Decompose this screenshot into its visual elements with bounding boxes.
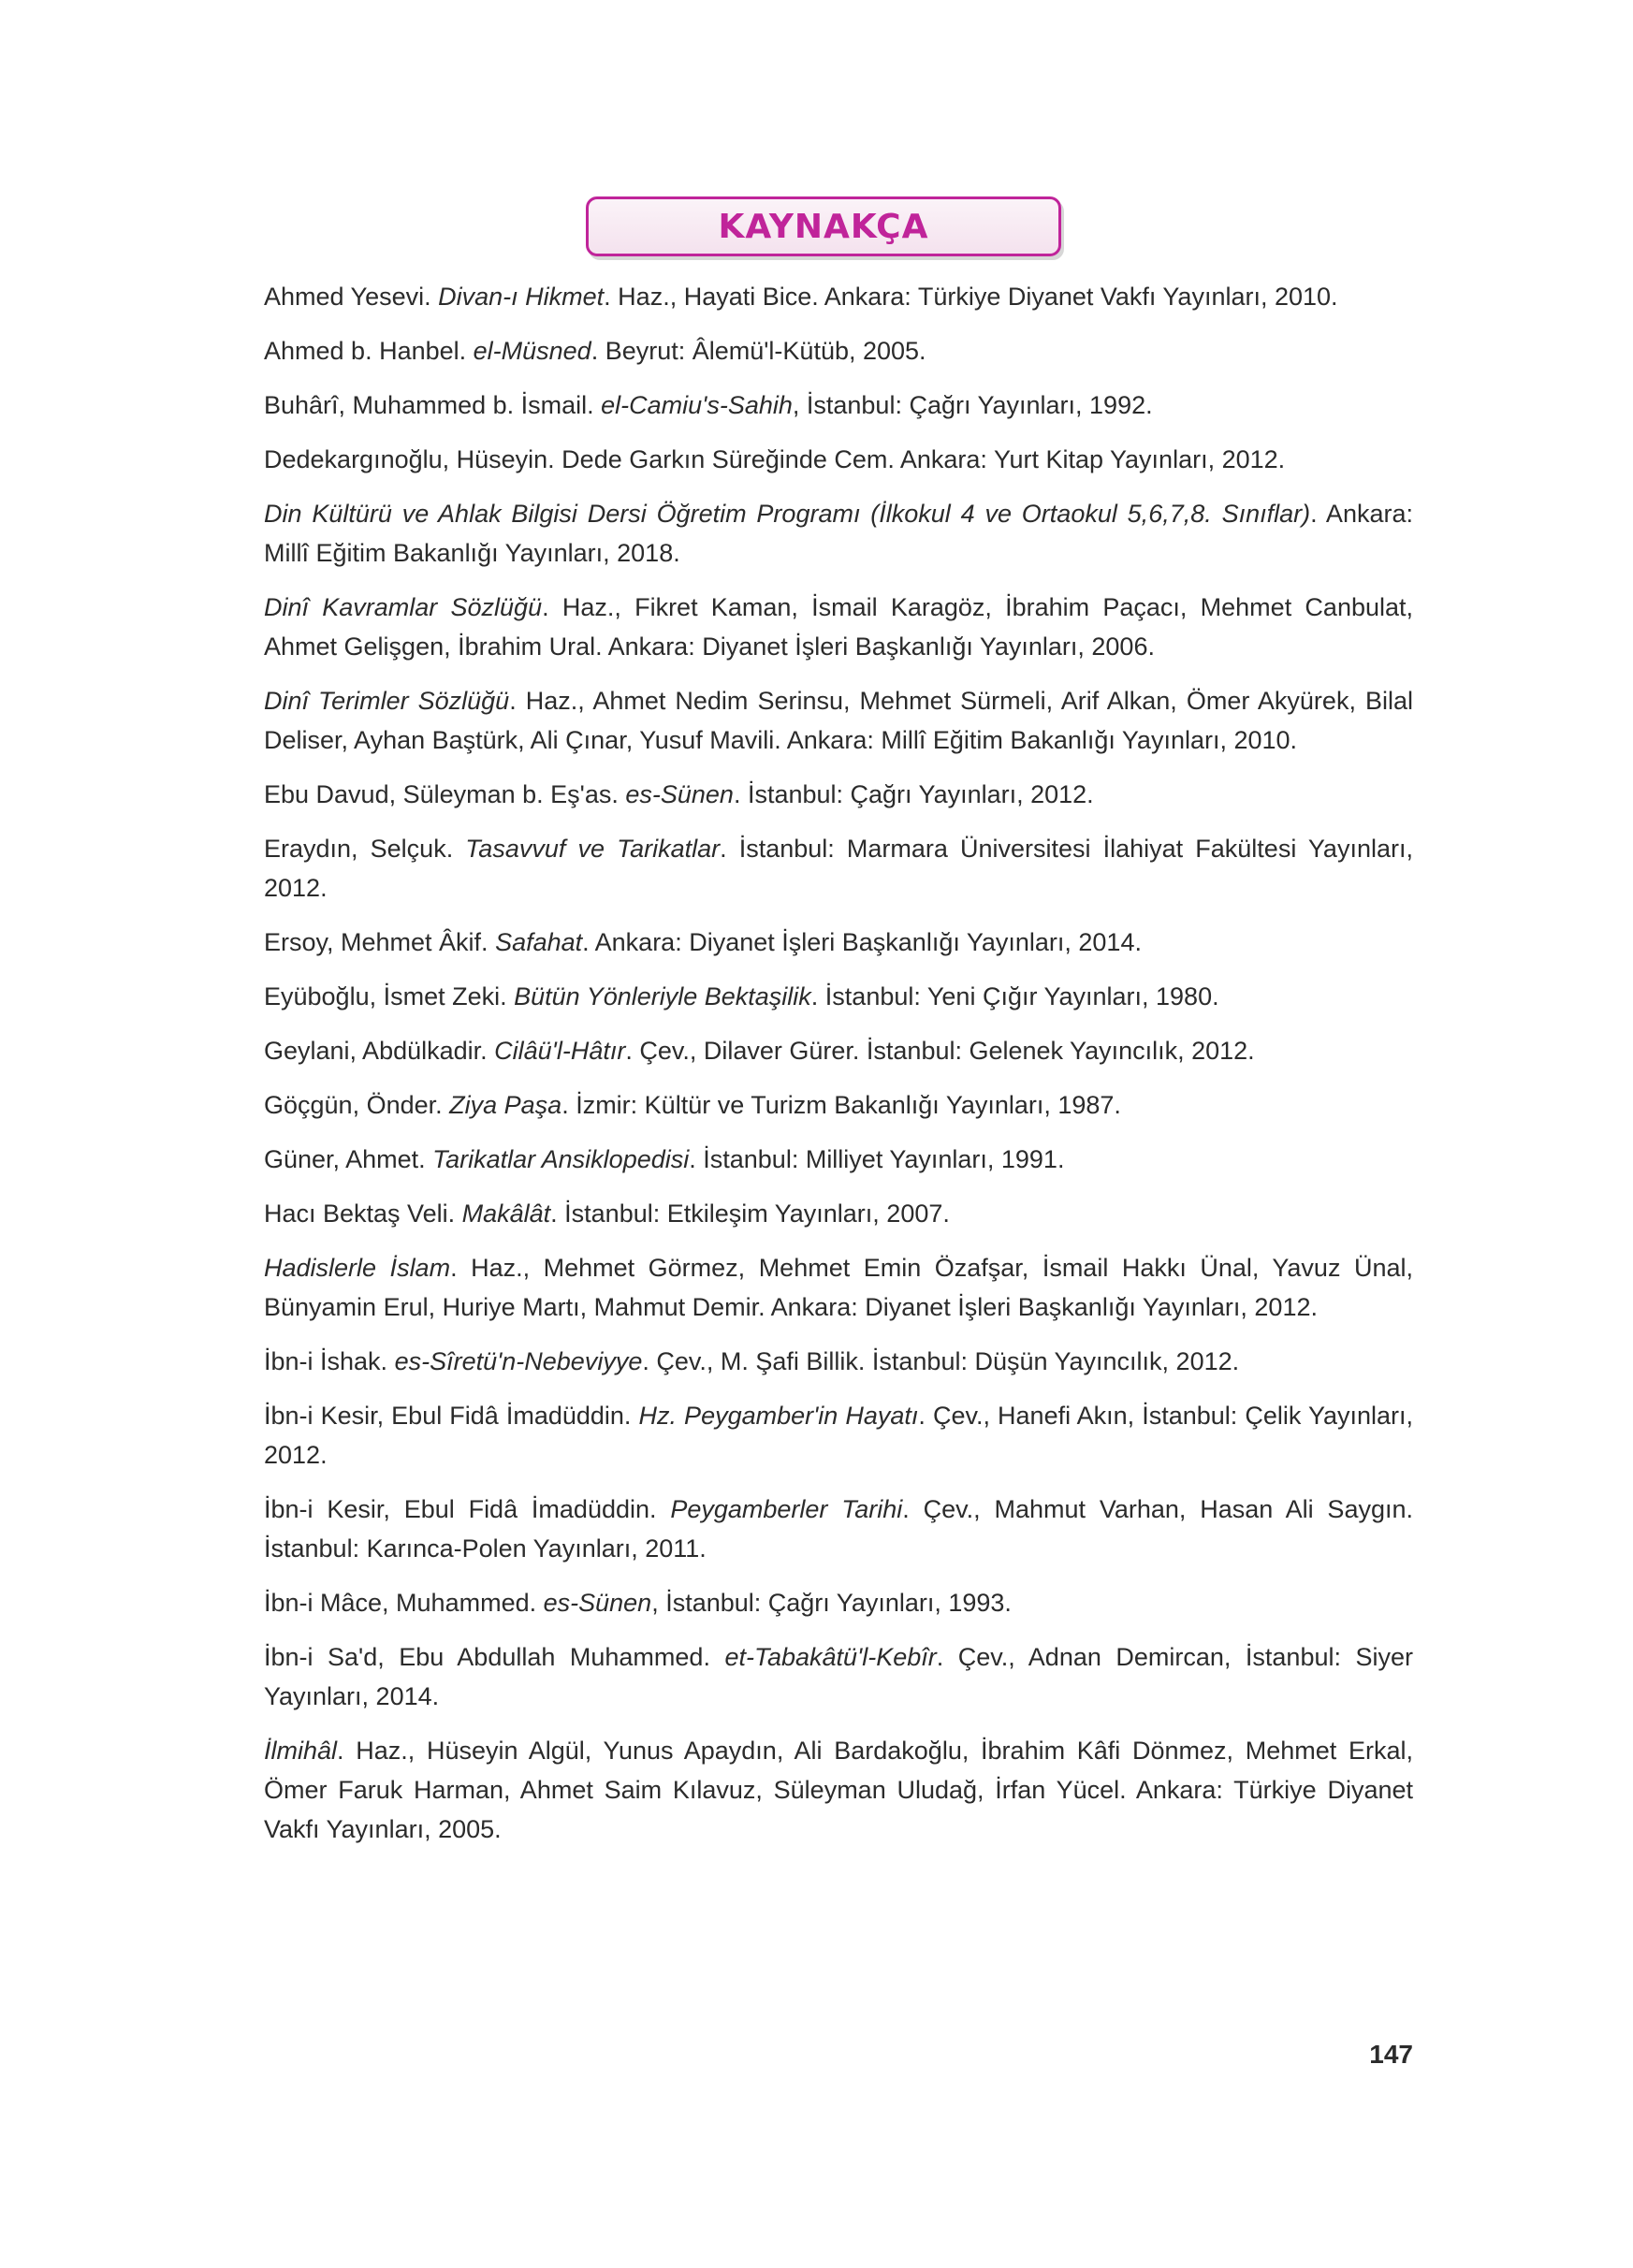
reference-title: Ziya Paşa — [449, 1091, 562, 1119]
reference-pre: Güner, Ahmet. — [264, 1145, 433, 1173]
reference-entry — [264, 923, 1413, 962]
reference-title: Makâlât — [461, 1199, 551, 1228]
reference-title: Din Kültürü ve Ahlak Bilgisi Dersi Öğretim Programı (İlkokul 4 ve Ortaokul 5,6,7,8. Sınıflar) — [264, 500, 1311, 528]
reference-title: Safahat — [495, 928, 583, 956]
reference-post: . İstanbul: Çağrı Yayınları, 2012. — [733, 780, 1094, 808]
reference-post: . Haz., Ahmet Nedim Serinsu, Mehmet Sürmeli, Arif Alkan, Ömer Akyürek, Bilal Deliser, Ayhan Baştürk, Ali Çınar, Yusuf Mavili. Ankara: Millî Eğitim Bakanlığı Yayınları, 2010. — [264, 687, 1414, 754]
reference-post: . İstanbul: Etkileşim Yayınları, 2007. — [550, 1199, 950, 1228]
reference-pre: Ahmed b. Hanbel. — [264, 337, 474, 365]
reference-entry — [264, 1637, 1413, 1716]
reference-entry — [264, 1342, 1413, 1381]
reference-title: Bütün Yönleriyle Bektaşilik — [514, 982, 811, 1010]
reference-post: . Çev., M. Şafi Billik. İstanbul: Düşün Yayıncılık, 2012. — [642, 1347, 1240, 1375]
reference-pre: Göçgün, Önder. — [264, 1091, 450, 1119]
reference-entry — [264, 494, 1413, 573]
reference-title: Hz. Peygamber'in Hayatı — [638, 1402, 919, 1430]
reference-pre: İbn-i Mâce, Muhammed. — [264, 1589, 544, 1617]
reference-post: . Çev., Dilaver Gürer. İstanbul: Gelenek Yayıncılık, 2012. — [625, 1037, 1255, 1065]
reference-entry — [264, 681, 1413, 760]
reference-entry — [264, 977, 1413, 1016]
reference-title: Tarikatlar Ansiklopedisi — [432, 1145, 690, 1173]
reference-entry — [264, 829, 1413, 908]
reference-pre: Ahmed Yesevi. — [264, 283, 439, 311]
reference-pre: Ebu Davud, Süleyman b. Eş'as. — [264, 780, 626, 808]
reference-title: Dinî Kavramlar Sözlüğü — [264, 593, 543, 621]
reference-post: . Çev., Hanefi Akın, İstanbul: Çelik Yayınları, 2012. — [264, 1402, 1414, 1469]
reference-pre: Geylani, Abdülkadir. — [264, 1037, 495, 1065]
reference-pre: İbn-i İshak. — [264, 1347, 395, 1375]
reference-post: . Beyrut: Âlemü'l-Kütüb, 2005. — [591, 337, 926, 365]
reference-entry — [264, 331, 1413, 371]
reference-pre: Hacı Bektaş Veli. — [264, 1199, 462, 1228]
reference-entry — [264, 1085, 1413, 1125]
reference-entry — [264, 775, 1413, 814]
reference-title: es-Sünen — [625, 780, 734, 808]
reference-title: İlmihâl — [264, 1737, 338, 1765]
reference-title: Tasavvuf ve Tarikatlar — [465, 835, 721, 863]
reference-post: . Haz., Fikret Kaman, İsmail Karagöz, İbrahim Paçacı, Mehmet Canbulat, Ahmet Gelişgen, İbrahim Ural. Ankara: Diyanet İşleri Başkanlığı Yayınları, 2006. — [264, 593, 1414, 661]
reference-title: Peygamberler Tarihi — [670, 1495, 903, 1523]
page-number: 147 — [1369, 2040, 1413, 2069]
reference-pre: Ersoy, Mehmet Âkif. — [264, 928, 496, 956]
reference-entry — [264, 440, 1413, 479]
reference-pre: Dedekargınoğlu, Hüseyin. Dede Garkın Süreğinde Cem. Ankara: Yurt Kitap Yayınları, 2012. — [264, 445, 1286, 473]
reference-post: . İstanbul: Yeni Çığır Yayınları, 1980. — [810, 982, 1219, 1010]
reference-post: . İzmir: Kültür ve Turizm Bakanlığı Yayınları, 1987. — [561, 1091, 1121, 1119]
reference-title: Hadislerle İslam — [264, 1254, 451, 1282]
reference-post: . Çev., Adnan Demircan, İstanbul: Siyer Yayınları, 2014. — [264, 1643, 1413, 1710]
reference-post: , İstanbul: Çağrı Yayınları, 1992. — [792, 391, 1153, 419]
reference-pre: İbn-i Kesir, Ebul Fidâ İmadüddin. — [264, 1402, 639, 1430]
reference-post: . Ankara: Diyanet İşleri Başkanlığı Yayınları, 2014. — [582, 928, 1142, 956]
reference-post: . Haz., Mehmet Görmez, Mehmet Emin Özafşar, İsmail Hakkı Ünal, Yavuz Ünal, Bünyamin Erul, Huriye Martı, Mahmut Demir. Ankara: Diyanet İşleri Başkanlığı Yayınları, 2012. — [264, 1254, 1413, 1321]
reference-entry — [264, 385, 1413, 425]
reference-entry — [264, 1140, 1413, 1179]
heading-box — [586, 196, 1061, 256]
reference-title: el-Camiu's-Sahih — [601, 391, 793, 419]
reference-post: . İstanbul: Milliyet Yayınları, 1991. — [689, 1145, 1065, 1173]
reference-entry — [264, 277, 1413, 316]
reference-entry — [264, 1396, 1413, 1475]
reference-post: . Haz., Hayati Bice. Ankara: Türkiye Diyanet Vakfı Yayınları, 2010. — [604, 283, 1338, 311]
reference-entry — [264, 1248, 1413, 1327]
reference-pre: Eraydın, Selçuk. — [264, 835, 466, 863]
reference-entry — [264, 1031, 1413, 1070]
reference-pre: İbn-i Sa'd, Ebu Abdullah Muhammed. — [264, 1643, 725, 1671]
reference-post: . Ankara: Millî Eğitim Bakanlığı Yayınları, 2018. — [264, 500, 1413, 567]
reference-title: Divan-ı Hikmet — [438, 283, 605, 311]
reference-post: . Çev., Mahmut Varhan, Hasan Ali Saygın. İstanbul: Karınca-Polen Yayınları, 2011. — [264, 1495, 1413, 1563]
reference-entry — [264, 1194, 1413, 1233]
reference-pre: İbn-i Kesir, Ebul Fidâ İmadüddin. — [264, 1495, 671, 1523]
reference-entry — [264, 1731, 1413, 1849]
reference-title: Dinî Terimler Sözlüğü — [264, 687, 510, 715]
reference-title: es-Sîretü'n-Nebeviyye — [394, 1347, 643, 1375]
page-title: KAYNAKÇA — [718, 207, 929, 246]
reference-post: . İstanbul: Marmara Üniversitesi İlahiyat Fakültesi Yayınları, 2012. — [264, 835, 1413, 902]
reference-pre: Buhârî, Muhammed b. İsmail. — [264, 391, 602, 419]
reference-title: et-Tabakâtü'l-Kebîr — [724, 1643, 937, 1671]
reference-entry — [264, 588, 1413, 666]
reference-pre: Eyüboğlu, İsmet Zeki. — [264, 982, 515, 1010]
reference-title: Cilâü'l-Hâtır — [494, 1037, 626, 1065]
reference-title: el-Müsned — [473, 337, 591, 365]
reference-post: , İstanbul: Çağrı Yayınları, 1993. — [651, 1589, 1012, 1617]
reference-title: es-Sünen — [543, 1589, 652, 1617]
reference-entry — [264, 1490, 1413, 1568]
reference-list — [264, 277, 1413, 1864]
reference-post: . Haz., Hüseyin Algül, Yunus Apaydın, Ali Bardakoğlu, İbrahim Kâfi Dönmez, Mehmet Erkal, Ömer Faruk Harman, Ahmet Saim Kılavuz, Süleyman Uludağ, İrfan Yücel. Ankara: Türkiye Diyanet Vakfı Yayınları, 2005. — [264, 1737, 1413, 1843]
reference-entry — [264, 1583, 1413, 1622]
